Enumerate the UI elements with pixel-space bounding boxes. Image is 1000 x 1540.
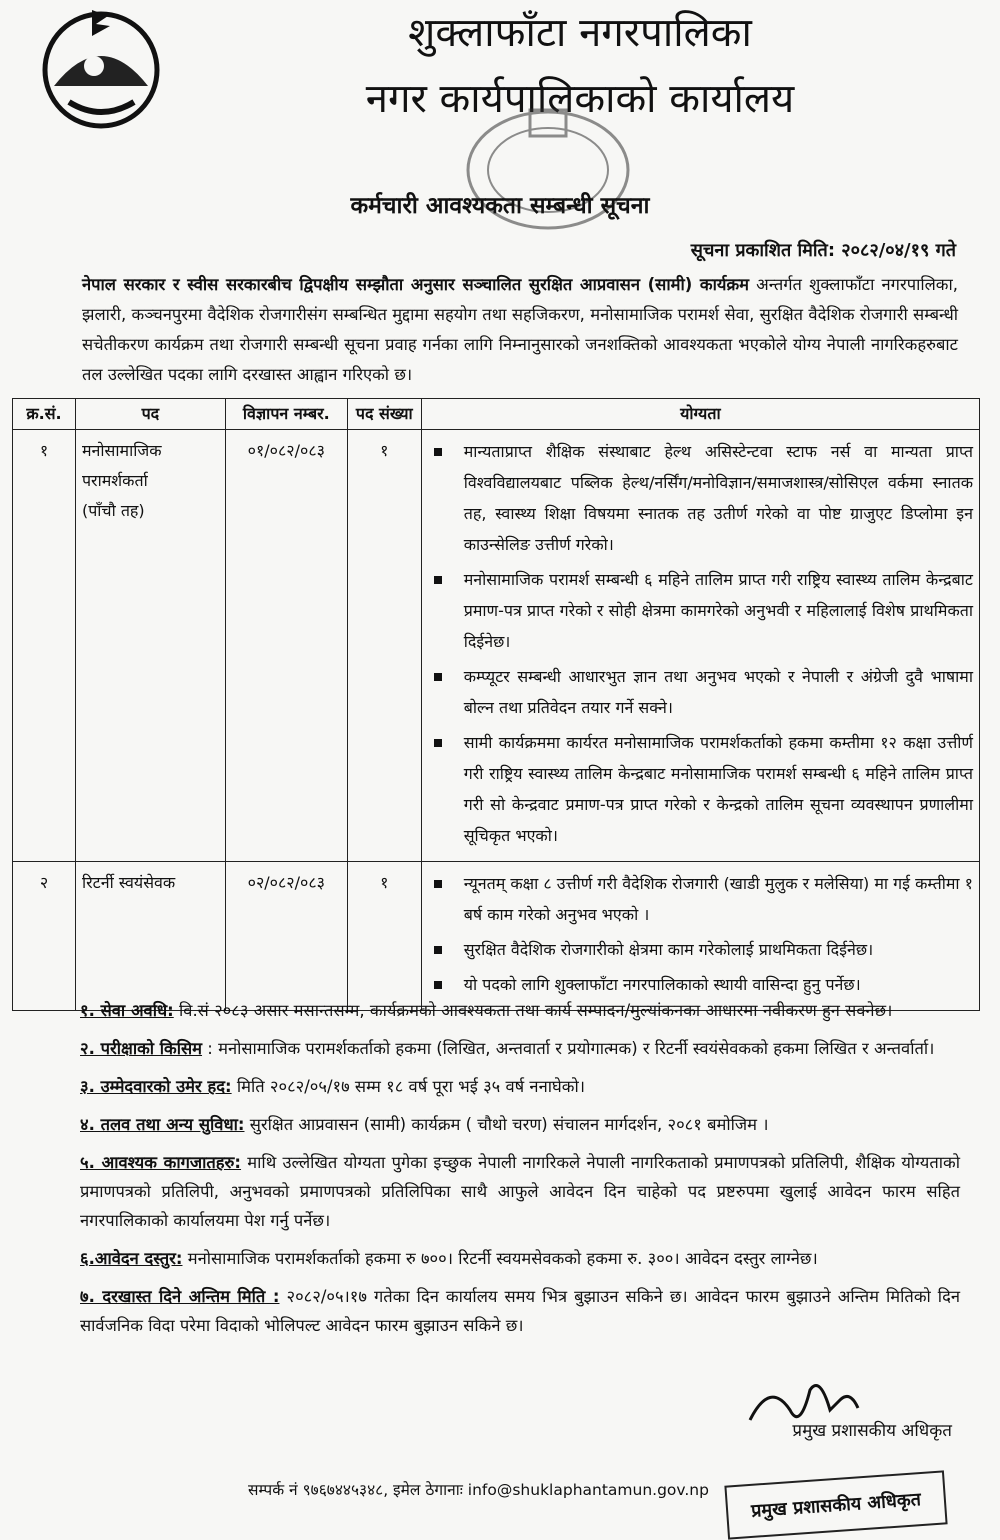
- notice-title: कर्मचारी आवश्यकता सम्बन्धी सूचना: [350, 193, 650, 219]
- intro-bold: नेपाल सरकार र स्वीस सरकारबीच द्विपक्षीय सम्झौता अनुसार सञ्चालित सुरक्षित आप्रवासन (सामी) कार्यक्रम: [82, 275, 749, 294]
- bullet-icon: [434, 946, 442, 954]
- row-sn: १: [13, 430, 76, 862]
- qualification-item: मान्यताप्राप्त शैक्षिक संस्थाबाट हेल्थ असिस्टेन्टवा स्टाफ नर्स वा मान्यता प्राप्त विश्वविद्यालयबाट पब्लिक हेल्थ/नर्सिंग/मनोविज्ञान/समाजशास्त्र/सोसिएल वर्कमा स्नातक तह, स्वास्थ्य शिक्षा विषयमा स्नातक तह उतीर्ण गरेको वा पोष्ट ग्राजुएट डिप्लोमा इन काउन्सेलिङ उत्तीर्ण गरेको।: [428, 436, 973, 560]
- office-subtitle: नगर कार्यपालिकाको कार्यालय: [365, 76, 795, 122]
- signatory-stamp: प्रमुख प्रशासकीय अधिकृत: [724, 1470, 947, 1539]
- row-post: [75, 862, 225, 1011]
- row-count: १: [347, 430, 421, 862]
- row-quals: [421, 430, 979, 862]
- notes-section: [80, 996, 960, 1349]
- intro-paragraph: [82, 270, 958, 390]
- note-item: ३. उम्मेदवारको उमेर हद: मिति २०८२/०५/१७ सम्म १८ वर्ष पूरा भई ३५ वर्ष ननाघेको।: [80, 1077, 585, 1096]
- col-header-count: पद संख्या: [347, 399, 421, 430]
- col-header-quals: योग्यता: [421, 399, 979, 430]
- published-date-value: २०८२/०४/१९ गते: [841, 240, 956, 261]
- qualification-item: सुरक्षित वैदेशिक रोजगारीको क्षेत्रमा काम गरेकोलाई प्राथमिकता दिईनेछ।: [428, 934, 973, 965]
- bullet-icon: [434, 880, 442, 888]
- contact-line: सम्पर्क नं ९७६७४४५३४८, इमेल ठेगानाः info@shuklaphantamun.gov.np: [248, 1481, 709, 1499]
- bullet-icon: [434, 448, 442, 456]
- row-quals: [421, 862, 979, 1011]
- post-level: (पाँचौ तह): [81, 501, 145, 520]
- intro-text: अन्तर्गत शुक्लाफाँटा नगरपालिका, झलारी, कञ्चनपुरमा वैदेशिक रोजगारीसंग सम्बन्धित मुद्दामा सहयोग तथा सहजिकरण, मनोसामाजिक परामर्श सेवा, सुरक्षित वैदेशिक रोजगारी सम्बन्धी सचेतीकरण कार्यक्रम तथा रोजगारी सम्बन्धी सूचना प्रवाह गर्नका लागि निम्नानुसारको जनशक्तिको आवश्यकता भएकोले योग्य नेपाली नागरिकहरुबाट तल उल्लेखित पदका लागि दरखास्त आह्वान गरिएको छ।: [82, 275, 958, 384]
- col-header-adno: विज्ञापन नम्बर.: [225, 399, 347, 430]
- row-adno: ०२/०८२/०८३: [225, 862, 347, 1011]
- qualification-item: यो पदको लागि शुक्लाफाँटा नगरपालिकाको स्थायी वासिन्दा हुनु पर्नेछ।: [428, 969, 973, 1000]
- table-header-row: [13, 399, 980, 430]
- bullet-icon: [434, 981, 442, 989]
- note-item: ४. तलव तथा अन्य सुविधा: सुरक्षित आप्रवासन (सामी) कार्यक्रम ( चौथो चरण) संचालन मार्गदर्शन, २०८१ बमोजिम ।: [80, 1115, 769, 1134]
- col-header-post: पद: [75, 399, 225, 430]
- table-row: [13, 430, 980, 862]
- qualification-item: न्यूनतम् कक्षा ८ उत्तीर्ण गरी वैदेशिक रोजगारी (खाडी मुलुक र मलेसिया) मा गई कम्तीमा १ बर्ष काम गरेको अनुभव भएको ।: [428, 868, 973, 930]
- post-name: मनोसामाजिक परामर्शकर्ता: [81, 441, 162, 490]
- office-name: शुक्लाफाँटा नगरपालिका: [408, 10, 752, 56]
- published-date: [691, 238, 956, 262]
- note-item: १. सेवा अवधि: वि.सं २०८३ असार मसान्तसम्म, कार्यक्रमको आवश्यकता तथा कार्य सम्पादन/मुल्यांकनका आधारमा नवीकरण हुन सक्नेछ।: [80, 1001, 893, 1020]
- table-row: [13, 862, 980, 1011]
- signatory-title: प्रमुख प्रशासकीय अधिकृत: [792, 1421, 952, 1441]
- bullet-icon: [434, 576, 442, 584]
- row-count: १: [347, 862, 421, 1011]
- requirements-table: [12, 398, 980, 1011]
- col-header-sn: क्र.सं.: [13, 399, 76, 430]
- note-item: ५. आवश्यक कागजातहरु: माथि उल्लेखित योग्यता पुगेका इच्छुक नेपाली नागरिकले नेपाली नागरिकताको प्रमाणपत्रको प्रतिलिपी, शैक्षिक योग्यताको प्रमाणपत्रको प्रतिलिपी, अनुभवको प्रमाणपत्रको प्रतिलिपिका साथै आफुले आवेदन दिन चाहेको पद प्रष्टरुपमा खुलाई आवेदन फारम सहित नगरपालिकाको कार्यालयमा पेश गर्नु पर्नेछ।: [80, 1153, 960, 1230]
- row-adno: ०१/०८२/०८३: [225, 430, 347, 862]
- qualification-item: कम्प्यूटर सम्बन्धी आधारभुत ज्ञान तथा अनुभव भएको र नेपाली र अंग्रेजी दुवै भाषामा बोल्न तथा प्रतिवेदन तयार गर्ने सक्ने।: [428, 661, 973, 723]
- note-item: ७. दरखास्त दिने अन्तिम मिति : २०८२/०५।१७ गतेका दिन कार्यालय समय भित्र बुझाउन सकिने छ। आवेदन फारम बुझाउने अन्तिम मितिको दिन सार्वजनिक विदा परेमा विदाको भोलिपल्ट आवेदन फारम बुझाउन सकिने छ।: [80, 1287, 960, 1335]
- nepal-emblem-icon: [34, 6, 168, 130]
- row-post: [75, 430, 225, 862]
- row-sn: २: [13, 862, 76, 1011]
- post-name: रिटर्नी स्वयंसेवक: [81, 873, 176, 892]
- qualification-item: सामी कार्यक्रममा कार्यरत मनोसामाजिक परामर्शकर्ताको हकमा कम्तीमा १२ कक्षा उत्तीर्ण गरी राष्ट्रिय स्वास्थ्य तालिम केन्द्रबाट मनोसामाजिक परामर्श सम्बन्धी ६ महिने तालिम प्राप्त गरी सो केन्द्रवाट प्रमाण-पत्र प्राप्त गरेको र केन्द्रको तालिम सूचना व्यवस्थापन प्रणालीमा सूचिकृत भएको।: [428, 727, 973, 851]
- bullet-icon: [434, 739, 442, 747]
- note-item: २. परीक्षाको किसिम : मनोसामाजिक परामर्शकर्ताको हकमा (लिखित, अन्तवार्ता र प्रयोगात्मक) र रिटर्नी स्वयंसेवकको हकमा लिखित र अन्तर्वार्ता।: [80, 1039, 935, 1058]
- bullet-icon: [434, 673, 442, 681]
- published-label: सूचना प्रकाशित मिति:: [690, 240, 836, 261]
- qualification-item: मनोसामाजिक परामर्श सम्बन्धी ६ महिने तालिम प्राप्त गरी राष्ट्रिय स्वास्थ्य तालिम केन्द्रबाट प्रमाण-पत्र प्राप्त गरेको र सोही क्षेत्रमा कामगरेको अनुभवी र महिलालाई विशेष प्राथमिकता दिईनेछ।: [428, 564, 973, 657]
- note-item: ६.आवेदन दस्तुर: मनोसामाजिक परामर्शकर्ताको हकमा रु ७००। रिटर्नी स्वयमसेवकको हकमा रु. ३००। आवेदन दस्तुर लाग्नेछ।: [80, 1249, 818, 1268]
